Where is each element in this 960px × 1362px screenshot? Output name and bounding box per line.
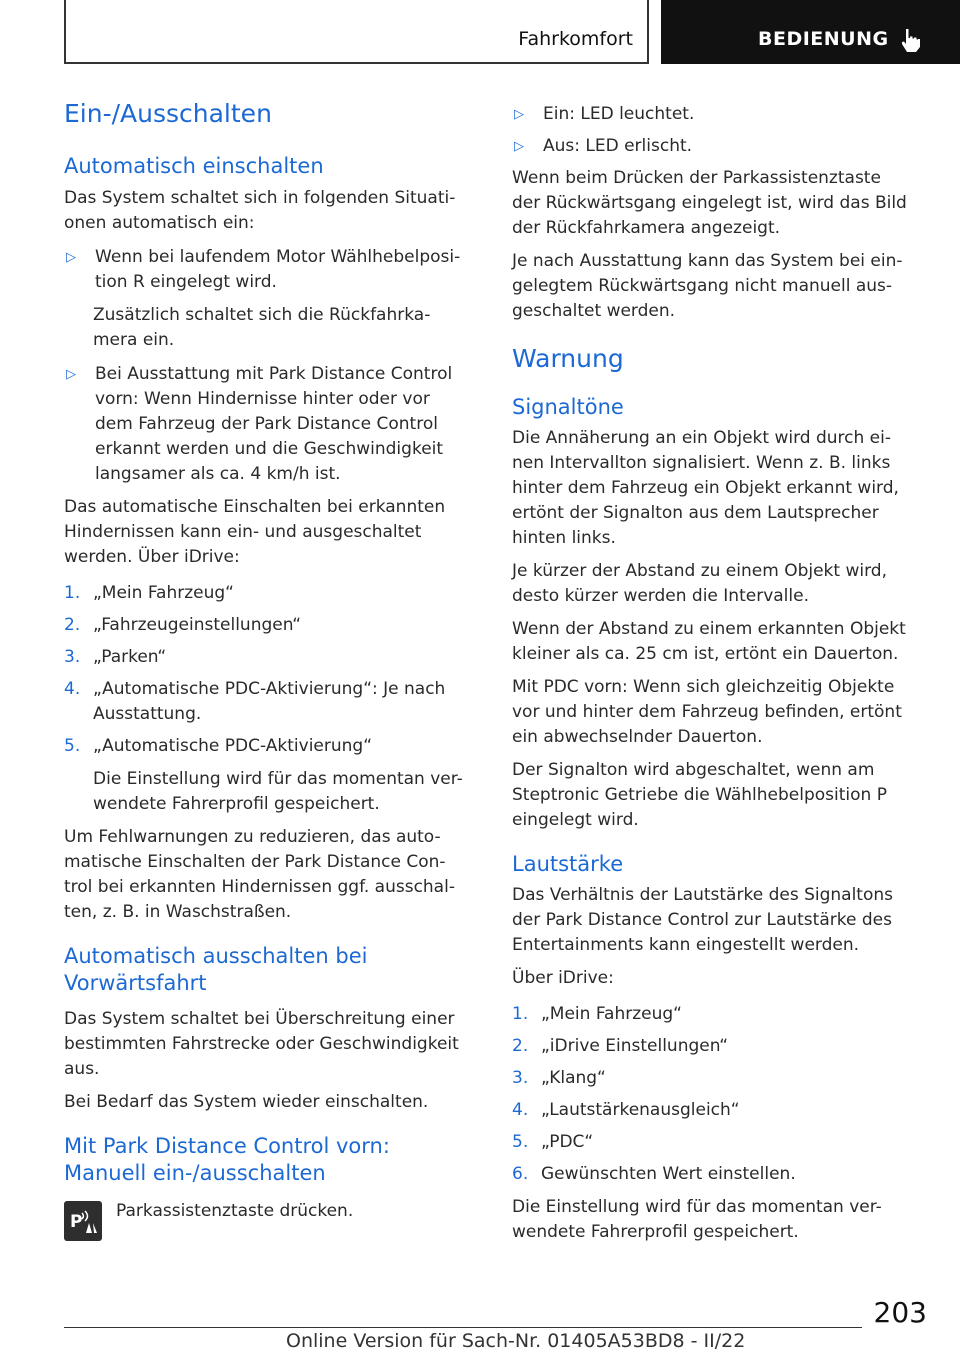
step-number: 4. [512,1100,529,1120]
bullet-text: Aus: LED erlischt. [543,136,693,156]
paragraph: Wenn beim Drücken der Parkassistenztaste der Rückwärtsgang eingelegt ist, wird das Bild der Rückfahrkamera angezeigt. [512,168,907,238]
intro-text: Das System schaltet sich in folgenden Situati- onen automatisch ein: [64,188,456,233]
step-text: Gewünschten Wert einstellen. [541,1164,796,1184]
page-number: 203 [873,1296,927,1329]
paragraph: Wenn der Abstand zu einem erkannten Objekt kleiner als ca. 25 cm ist, ertönt ein Dauerton. [512,619,906,664]
park-assist-button-icon [64,1201,102,1241]
step-item [64,581,478,606]
warning-title: Warnung [512,344,624,373]
park-assist-glyph [64,1201,102,1241]
list-item [64,245,478,295]
paragraph: Die Annäherung an ein Objekt wird durch ei- nen Intervallton signalisiert. Wenn z. B. links hinter dem Fahrzeug ein Objekt erkannt wird, ertönt der Signalton aus dem Lautsprecher hinten links. [512,428,899,548]
triangle-bullet-icon: ▷ [514,139,524,154]
paragraph: Um Fehlwarnungen zu reduzieren, das auto- matische Einschalten der Park Distance Con- trol bei erkannten Hindernissen ggf. ausschal- ten, z. B. in Waschstraßen. [64,827,455,922]
triangle-bullet-icon: ▷ [66,250,76,265]
step-note: Die Einstellung wird für das momentan ver- wendete Fahrerprofil gespeichert. [93,769,463,814]
step-number: 1. [512,1004,529,1024]
step-item [512,1002,926,1027]
step-item [64,734,478,759]
step-item [512,1130,926,1155]
triangle-bullet-icon: ▷ [66,367,76,382]
paragraph: Das System schaltet bei Überschreitung einer bestimmten Fahrstrecke oder Geschwindigkeit aus. [64,1009,459,1079]
step-text: „Automatische PDC-Aktivierung“ [93,736,373,756]
paragraph: Die Einstellung wird für das momentan ver- wendete Fahrerprofil gespeichert. [512,1197,882,1242]
list-item [64,362,478,487]
header-section-title: Fahrkomfort [518,28,633,50]
footer-divider [64,1327,862,1328]
bullet-text: Wenn bei laufendem Motor Wählhebelposi- tion R eingelegt wird. [95,247,461,292]
step-number: 1. [64,583,81,603]
step-text: „Lautstärkenausgleich“ [541,1100,740,1120]
step-item [512,1066,926,1091]
bullet-note: Zusätzlich schaltet sich die Rückfahrka- mera ein. [93,305,431,350]
step-item [512,1162,926,1187]
step-text: „PDC“ [541,1132,594,1152]
step-item [512,1098,926,1123]
icon-instruction-text: Parkassistenztaste drücken. [116,1201,354,1221]
step-number: 3. [64,647,81,667]
step-item [512,1034,926,1059]
header-chapter-box [661,0,960,64]
paragraph: Je nach Ausstattung kann das System bei ein- gelegtem Rückwärtsgang nicht manuell aus- geschaltet werden. [512,251,903,321]
list-item [512,102,926,127]
step-text: „Parken“ [93,647,167,667]
list-item [512,134,926,159]
left-column [64,96,478,1241]
paragraph: Das automatische Einschalten bei erkannten Hindernissen kann ein- und ausgeschaltet werden. Über iDrive: [64,497,446,567]
bullet-text: Ein: LED leuchtet. [543,104,695,124]
pointing-hand-icon [897,27,923,53]
paragraph: Mit PDC vorn: Wenn sich gleichzeitig Objekte vor und hinter dem Fahrzeug befinden, ertönt ein abwechselnder Dauerton. [512,677,902,747]
triangle-bullet-icon: ▷ [514,107,524,122]
heading-auto-off: Automatisch ausschalten bei Vorwärtsfahrt [64,944,368,995]
step-text: „Klang“ [541,1068,606,1088]
step-number: 2. [64,615,81,635]
step-text: „iDrive Einstellungen“ [541,1036,729,1056]
step-text: „Mein Fahrzeug“ [541,1004,682,1024]
header-section-box [64,0,649,64]
step-item [64,613,478,638]
step-number: 2. [512,1036,529,1056]
step-number: 4. [64,679,81,699]
svg-text:P: P [70,1212,83,1232]
paragraph: Der Signalton wird abgeschaltet, wenn am Steptronic Getriebe die Wählhebelposition P eingelegt wird. [512,760,887,830]
header-chapter-title: BEDIENUNG [758,28,889,50]
step-text: „Automatische PDC-Aktivierung“: Je nach Ausstattung. [93,679,446,724]
heading-manual: Mit Park Distance Control vorn: Manuell ein-/ausschalten [64,1134,390,1185]
heading-auto-on: Automatisch einschalten [64,154,324,178]
step-number: 5. [512,1132,529,1152]
paragraph: Das Verhältnis der Lautstärke des Signaltons der Park Distance Control zur Lautstärke des Entertainments kann eingestellt werden. [512,885,893,955]
right-column [512,96,926,1245]
page-title: Ein-/Ausschalten [64,99,272,128]
step-number: 6. [512,1164,529,1184]
paragraph: Je kürzer der Abstand zu einem Objekt wird, desto kürzer werden die Intervalle. [512,561,887,606]
step-item [64,645,478,670]
icon-instruction [64,1199,478,1241]
footer-online-version: Online Version für Sach-Nr. 01405A53BD8 - II/22 [286,1330,746,1352]
bullet-text: Bei Ausstattung mit Park Distance Control vorn: Wenn Hindernisse hinter oder vor dem Fahrzeug der Park Distance Control erkannt werden und die Geschwindigkeit langsamer als ca. 4 km/h ist. [95,364,453,484]
heading-volume: Lautstärke [512,852,624,876]
step-item [64,677,478,727]
step-number: 3. [512,1068,529,1088]
paragraph: Über iDrive: [512,968,614,988]
step-text: „Fahrzeugeinstellungen“ [93,615,302,635]
paragraph: Bei Bedarf das System wieder einschalten. [64,1092,429,1112]
step-text: „Mein Fahrzeug“ [93,583,234,603]
step-number: 5. [64,736,81,756]
heading-signal-tones: Signaltöne [512,395,624,419]
